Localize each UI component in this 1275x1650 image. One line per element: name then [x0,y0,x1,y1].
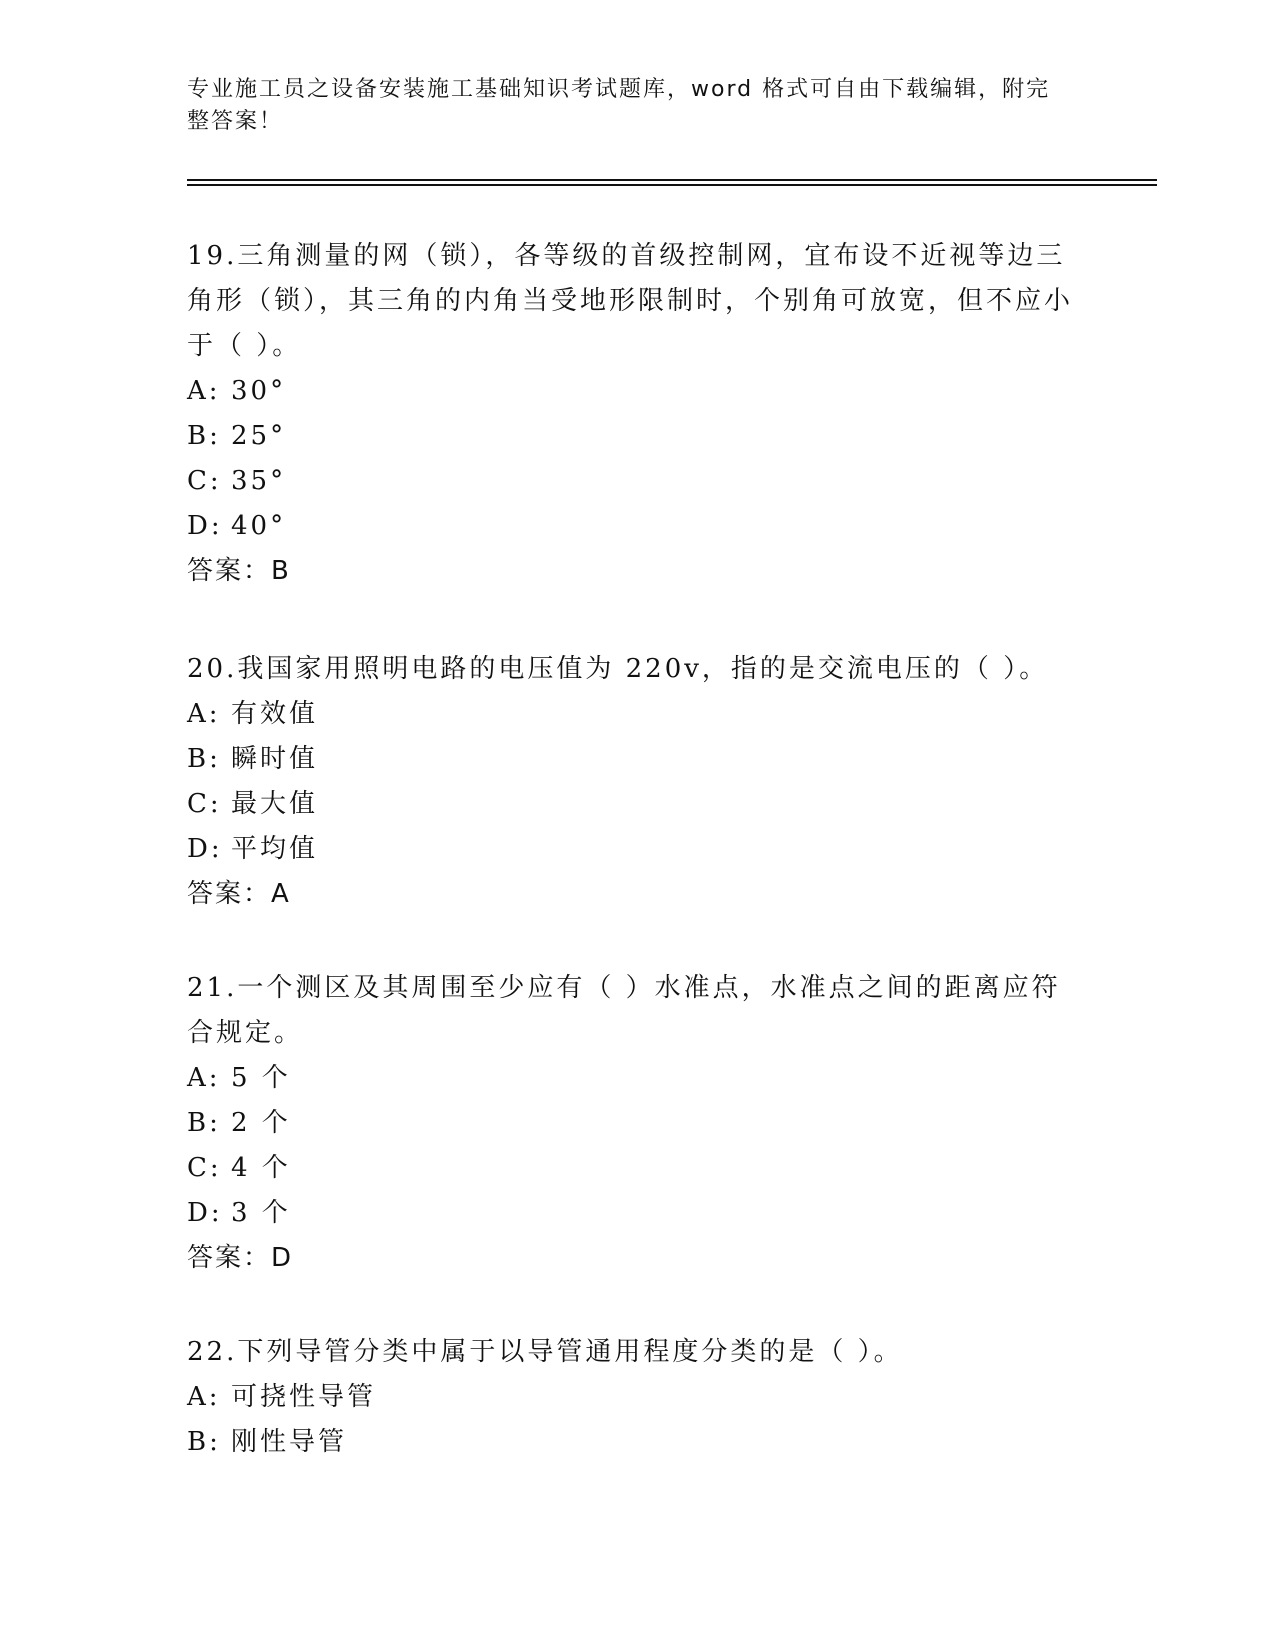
option-c [187,782,1077,827]
document-header: 专业施工员之设备安装施工基础知识考试题库，word 格式可自由下载编辑，附完整答案！ [187,77,1051,134]
question-stem: 19.三角测量的网（锁），各等级的首级控制网，宜布设不近视等边三角形（锁），其三角的内角当受地形限制时，个别角可放宽，但不应小于（ ）。 [187,241,1074,361]
option-text: 可挠性导管 [231,1382,377,1412]
option-letter: C: [187,789,222,819]
option-letter: A: [187,699,221,729]
option-text: 3 个 [231,1198,291,1228]
option-letter: C: [187,1153,222,1183]
question-stem: 21.一个测区及其周围至少应有（ ）水准点，水准点之间的距离应符合规定。 [187,973,1061,1048]
option-text: 35° [231,466,287,496]
option-letter: A: [187,376,221,406]
option-d [187,504,1077,549]
option-text: 40° [231,511,287,541]
question-22 [187,1330,1077,1465]
option-text: 有效值 [231,699,319,729]
option-text: 25° [231,421,287,451]
option-a [187,369,1077,414]
option-letter: B: [187,1108,221,1138]
header-divider-top [187,179,1157,181]
question-stem: 22.下列导管分类中属于以导管通用程度分类的是（ ）。 [187,1337,903,1367]
question-19 [187,234,1077,594]
option-d [187,1191,1077,1236]
option-text: 最大值 [231,789,319,819]
option-a [187,692,1077,737]
option-b [187,1101,1077,1146]
option-text: 4 个 [231,1153,291,1183]
option-text: 瞬时值 [231,744,319,774]
question-20 [187,647,1077,917]
option-a [187,1375,1077,1420]
option-b [187,737,1077,782]
option-text: 2 个 [231,1108,291,1138]
option-text: 平均值 [231,834,319,864]
option-c [187,1146,1077,1191]
question-stem: 20.我国家用照明电路的电压值为 220v，指的是交流电压的（ ）。 [187,654,1049,684]
option-a [187,1056,1077,1101]
option-d [187,827,1077,872]
option-letter: D: [187,1198,223,1228]
option-b [187,1420,1077,1465]
option-letter: D: [187,511,223,541]
answer-line: 答案：D [187,1243,294,1273]
option-letter: C: [187,466,222,496]
option-text: 30° [231,376,287,406]
option-letter: B: [187,744,221,774]
option-letter: B: [187,1427,221,1457]
header-divider-bottom [187,184,1157,186]
option-letter: A: [187,1063,221,1093]
answer-line: 答案：A [187,879,291,909]
option-c [187,459,1077,504]
option-b [187,414,1077,459]
option-letter: B: [187,421,221,451]
option-letter: A: [187,1382,221,1412]
answer-line: 答案：B [187,556,291,586]
option-letter: D: [187,834,223,864]
option-text: 刚性导管 [231,1427,348,1457]
question-21 [187,966,1077,1281]
option-text: 5 个 [231,1063,291,1093]
